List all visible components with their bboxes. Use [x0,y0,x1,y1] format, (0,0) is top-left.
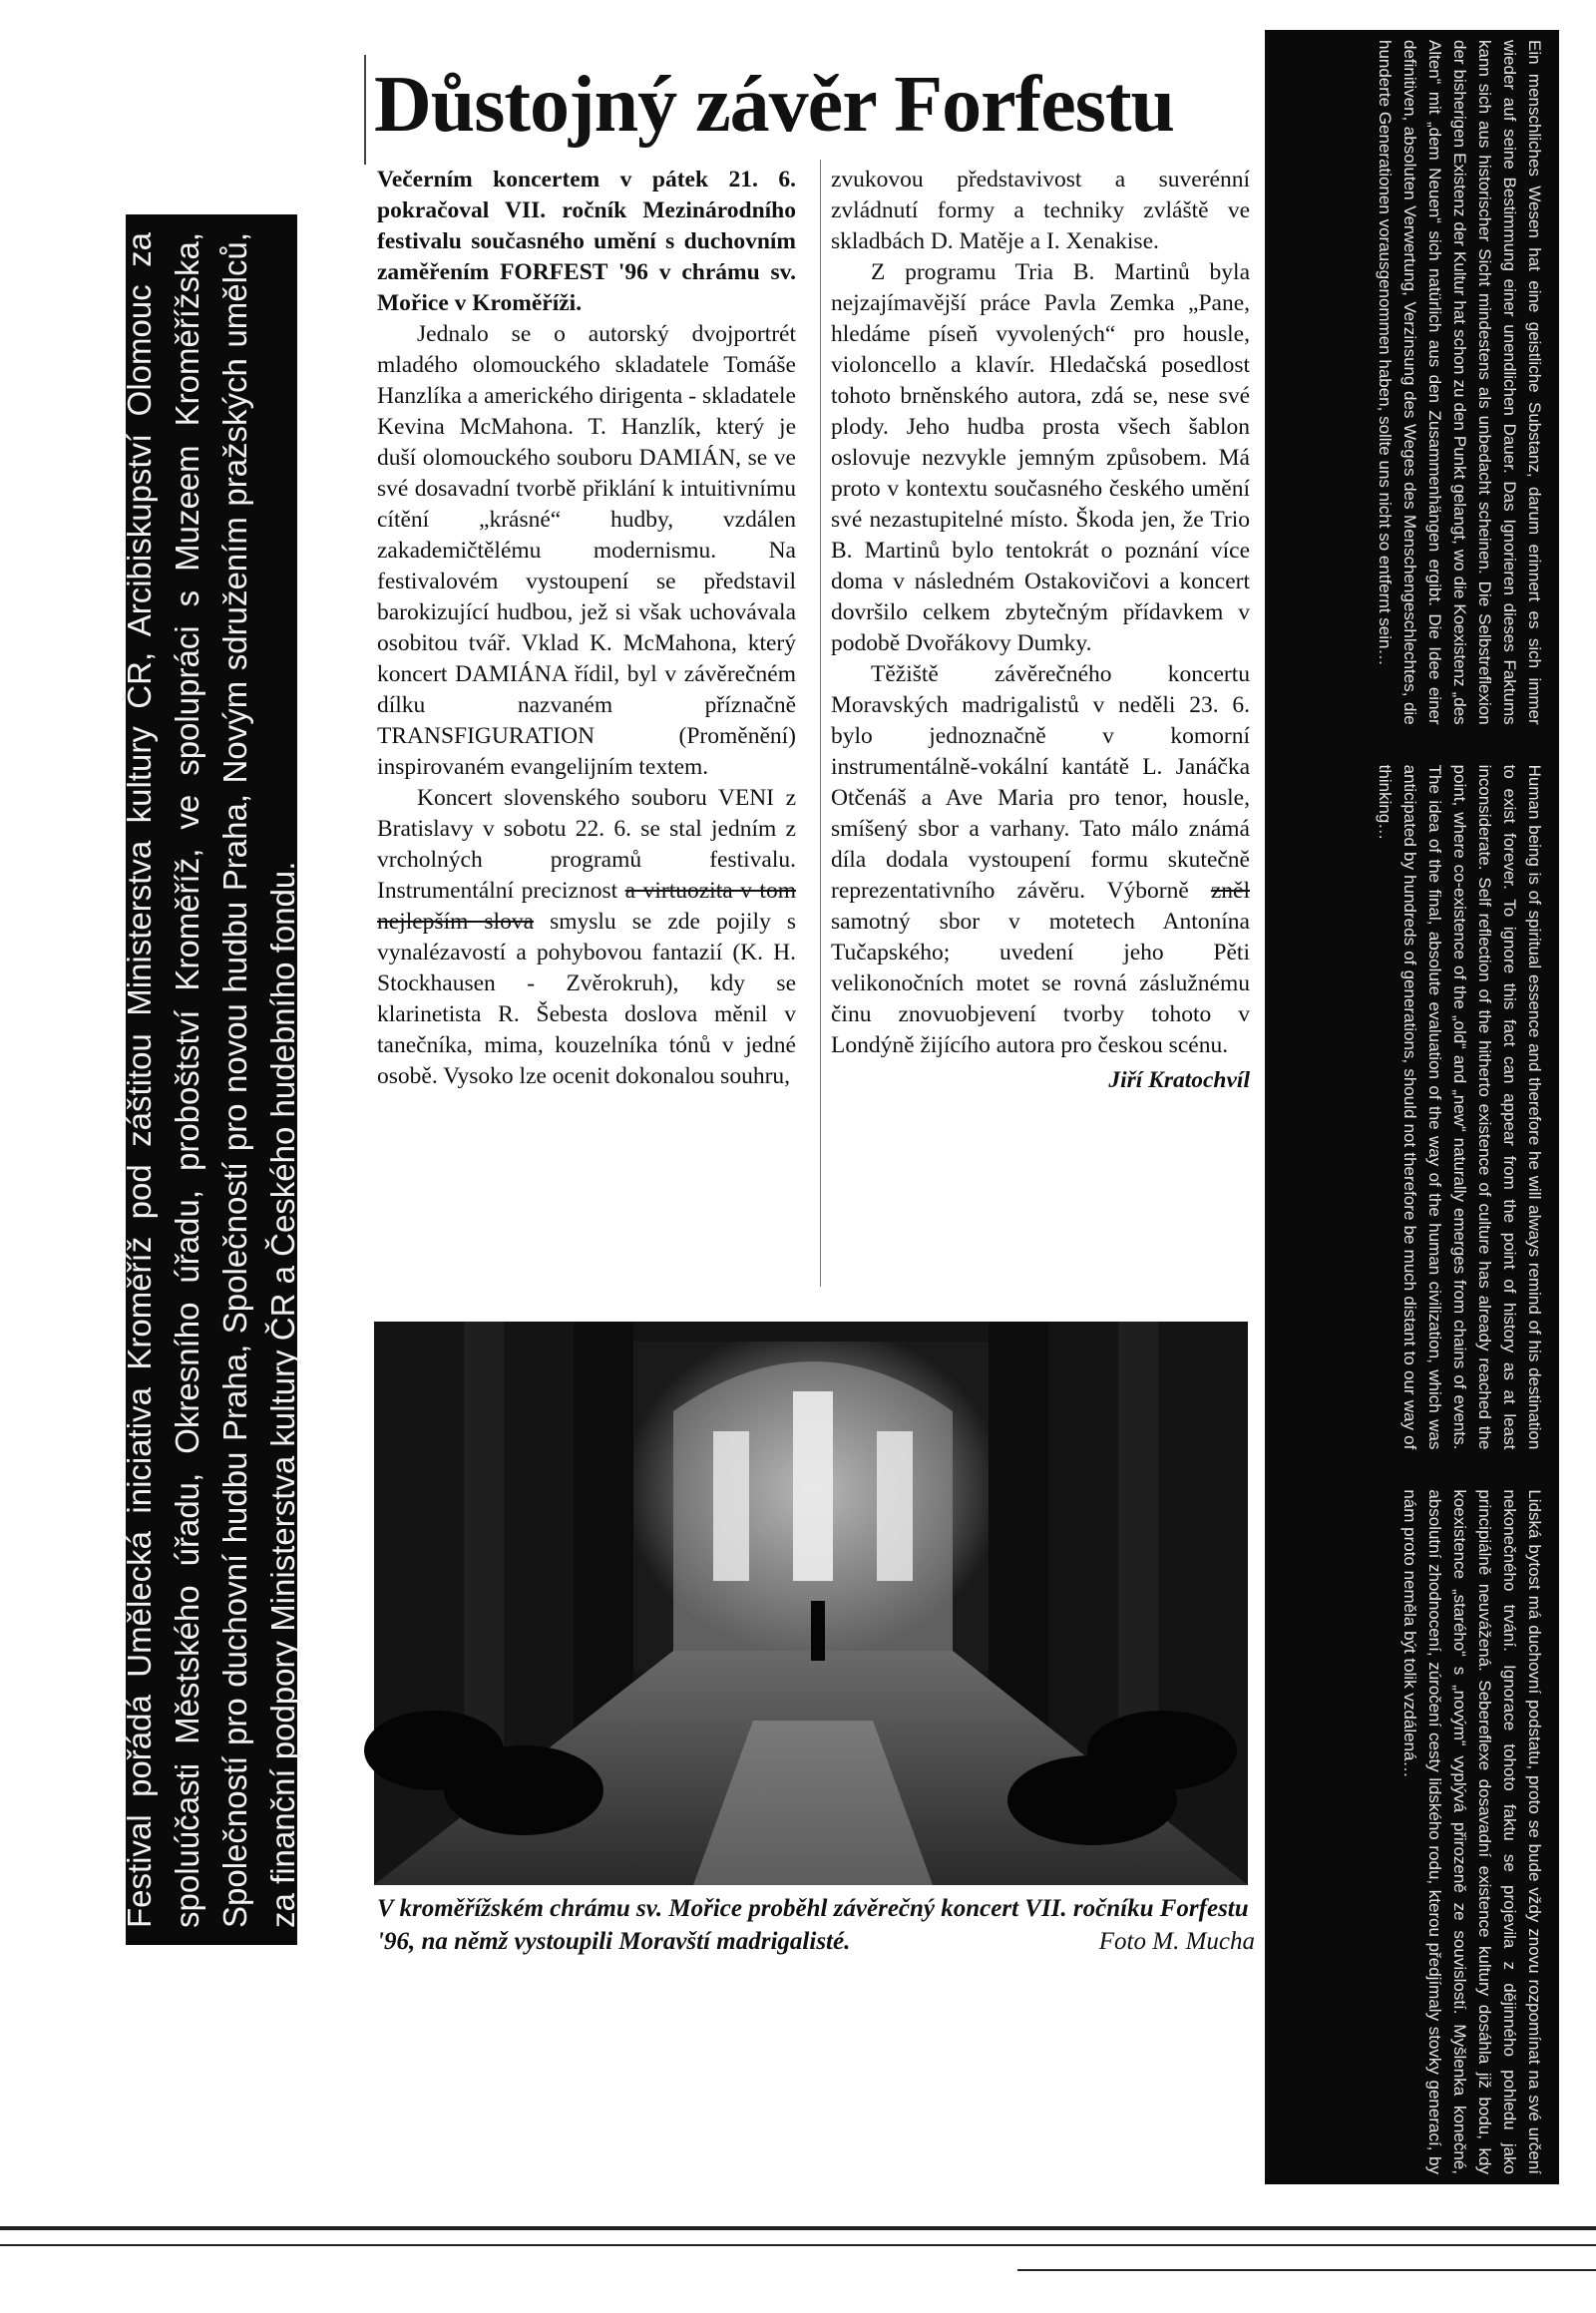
photo-caption [377,1892,1255,1958]
motto-czech: Lidská bytost má duchovní podstatu, proto se bude vždy znovu rozpomínat na své určení nekonečného trvání. Ignorace tohoto faktu se projevila z dějinného pohledu jako principiálně neuvážená. Sebereflexe dosavadní existence kultury dosáhla již bodu, kdy koexistence „starého“ s „novým“ vyplývá přirozeně ze souvislostí. Myšlenka konečné, absolutní zhodnocení, zúročení cesty lidského rodu, kterou předjímaly stovky generací, by nám proto neměla být tolik vzdálená… [1399,1489,1544,2174]
headline: Důstojný závěr Forfestu [374,61,1175,149]
headline-rule [364,55,366,165]
article-author: Jiří Kratochvíl [1108,1067,1250,1093]
scan-line [0,2226,1596,2230]
church-concert-photo [374,1322,1248,1885]
article-column-right [831,165,1250,1096]
article-paragraph [377,783,796,1092]
motto-columns [1278,40,1547,2174]
motto-english: Human being is of spiritual essence and therefore he will always remind of his destination to exist forever. To ignore this fact can appear from the point of history as at least inconsiderate. Self reflection of the hitherto existence of culture has already reached the point, where co-existence of the „old“ and „new“ naturally emerges from chains of events. The idea of the final, absolute evaluation of the way of the human civilization, which was anticipated by hundreds of generations, should not therefore be much distant to our way of thinking… [1375,764,1544,1450]
photo-credit: Foto M. Mucha [1098,1928,1255,1955]
column-divider [820,160,821,1287]
article-paragraph: Z programu Tria B. Martinů byla nejzajímavější práce Pavla Zemka „Pane, hledáme píseň vyvolených“ pro housle, violoncello a klavír. Hledačská posedlost tohoto brněnského autora, zdá se, nese své plody. Jeho hudba prosta všech šablon oslovuje nezvykle jemným způsobem. Má proto v kontextu současného českého umění své nezastupitelné místo. Škoda jen, že Trio B. Martinů bylo tentokrát o poznání více doma v následném Ostakovičovi a koncert dovršilo celkem zbytečným přídavkem v podobě Dvořákovy Dumky. [831,259,1250,656]
struck-text: a virtuozita v tom nejlepším slova [377,878,796,935]
sponsor-strip [121,214,301,1945]
article-lead: Večerním koncertem v pátek 21. 6. pokračoval VII. ročník Mezinárodního festivalu současného umění s duchovním zaměřením FORFEST '96 v chrámu sv. Mořice v Kroměříži. [377,167,796,316]
motto-german: Ein menschliches Wesen hat eine geistliche Substanz, darum erinnert es sich immer wieder auf seine Bestimmung einer unendlichen Dauer. Das Ignorieren dieses Faktums kann sich aus historischer Sicht mindestens als unbedacht scheinen. Die Selbstreflexion der bisherigen Existenz der Kultur hat schon zu den Punkt gelangt, wo die Koexistenz „des Alten“ mit „dem Neuen“ sich natürlich aus den Zusammenhängen ergibt. Die Idee einer definitiven, absoluten Verwertung, Verzinsung des Weges des Menschengeschlechtes, die hunderte Generationen vorausgenommen haben, sollte uns nicht so entfernt sein… [1375,39,1544,725]
caption-text: V kroměřížském chrámu sv. Mořice proběhl závěrečný koncert VII. ročníku Forfestu '96, na němž vystoupili Moravští madrigalisté. [377,1895,1249,1955]
motto-strip [1265,30,1559,2184]
article-paragraph [831,659,1250,1061]
paragraph-text: Těžiště závěrečného koncertu Moravských madrigalistů v neděli 23. 6. bylo jednoznačně v komorní instrumentálně-vokální kantátě L. Janáčka Otčenáš a Ave Maria pro tenor, housle, smíšený sbor a varhany. Tato málo známá díla dodala vystoupení formu skutečně reprezentativního závěru. Výborně [831,661,1250,904]
paragraph-text: samotný sbor v motetech Antonína Tučapského; uvedení jeho Pěti velikonočních motet se rovná záslužnému činu znovuobjevení tvorby tohoto v Londýně žijícího autora pro českou scénu. [831,909,1250,1058]
article-paragraph: Jednalo se o autorský dvojportrét mladého olomouckého skladatele Tomáše Hanzlíka a amerického dirigenta - skladatele Kevina McMahona. T. Hanzlík, který je duší olomouckého souboru DAMIÁN, se ve své dosavadní tvorbě přiklání k intuitivnímu cítění „krásné“ hudby, vzdálen zakademičtělému modernismu. Na festivalovém vystoupení se představil barokizující hudbou, jež si však uchovávala osobitou tvář. Vklad K. McMahona, který koncert DAMIÁNA řídil, byl v závěrečném dílku nazvaném příznačně TRANSFIGURATION (Proměnění) inspirovaném evangelijním textem. [377,321,796,780]
sponsor-text: Festival pořádá Umělecká iniciativa Kroměříž pod záštitou Ministerstva kultury ČR, Arcibiskupství Olomouc za spoluúčasti Městského úřadu, Okresního úřadu, proboštství Kroměříž, ve spolupráci s Muzeem Kroměřížska, Společností pro duchovní hudbu Praha, Společností pro novou hudbu Praha, Novým sdružením pražských umělců, za finanční podpory Ministerstva kultury ČR a Českého hudebního fondu. [121,231,301,1928]
scan-line [0,2244,1596,2246]
article-paragraph: zvukovou představivost a suverénní zvládnutí formy a techniky zvláště ve skladbách D. Matěje a I. Xenakise. [831,167,1250,254]
article-column-left [377,165,796,1092]
paragraph-text: smyslu se zde pojily s vynalézavostí a pohybovou fantazií (K. H. Stockhausen - Zvěrokruh), kdy se klarinetista R. Šebesta doslova měnil v tanečníka, mima, kouzelníka tónů v jedné osobě. Vysoko lze ocenit dokonalou souhru, [377,909,797,1089]
struck-text: zněl [1210,878,1250,904]
scan-line [1017,2269,1596,2271]
paragraph-text: Koncert slovenského souboru VENI z Bratislavy v sobotu 22. 6. se stal jedním z vrcholných programů festivalu. Instrumentální preciznost [377,785,796,904]
